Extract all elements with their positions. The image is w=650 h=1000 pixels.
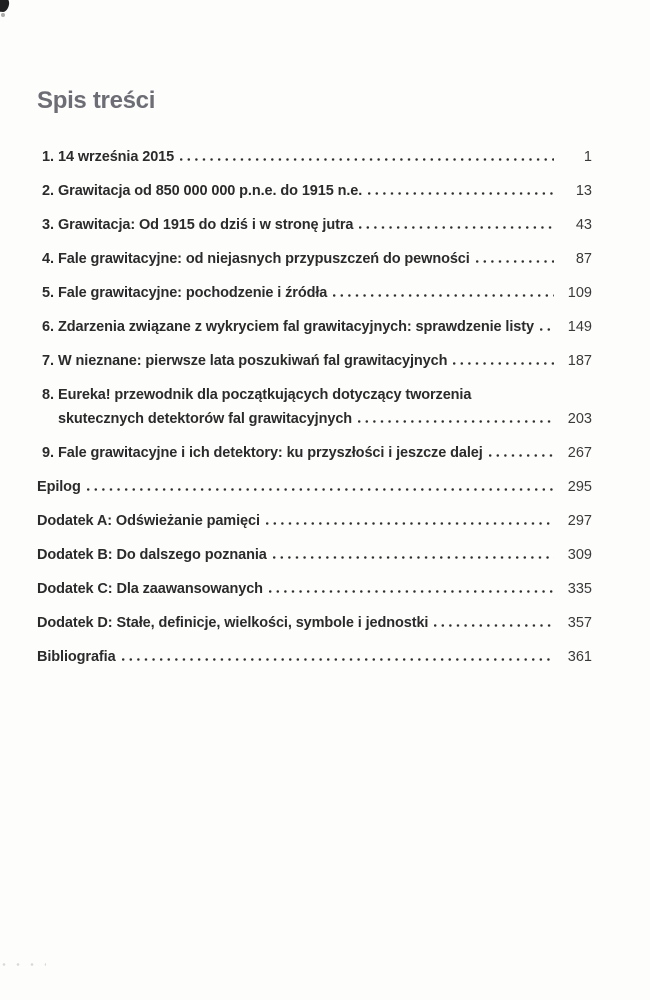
page-number: 43 bbox=[575, 216, 592, 233]
entry-title: Dodatek A: Odświeżanie pamięci bbox=[37, 512, 260, 529]
page-number: 149 bbox=[567, 318, 592, 335]
dot-leader bbox=[266, 522, 554, 525]
toc-entry bbox=[37, 613, 592, 633]
toc-entry-line bbox=[37, 477, 592, 497]
toc-entry bbox=[37, 181, 592, 201]
chapter-number: 1. bbox=[42, 148, 54, 165]
dot-leader bbox=[359, 226, 554, 229]
entry-title: 14 września 2015 bbox=[58, 148, 175, 165]
toc-entry-line bbox=[42, 385, 592, 405]
toc-entry-line bbox=[37, 613, 592, 633]
chapter-number: 8. bbox=[42, 386, 54, 403]
scan-smudge-top-left-dot bbox=[1, 13, 5, 17]
page-number: 335 bbox=[567, 580, 592, 597]
toc-list bbox=[37, 147, 592, 667]
toc-entry bbox=[37, 385, 592, 429]
toc-entry-line bbox=[37, 647, 592, 667]
page-number: 361 bbox=[567, 648, 592, 665]
page-number: 109 bbox=[567, 284, 592, 301]
toc-entry bbox=[37, 215, 592, 235]
entry-title: skutecznych detektorów fal grawitacyjnych bbox=[58, 410, 353, 427]
dot-leader bbox=[476, 260, 554, 263]
scan-speckles-bottom-left bbox=[2, 962, 46, 967]
chapter-number: 2. bbox=[42, 182, 54, 199]
page-number: 295 bbox=[567, 478, 592, 495]
toc-entry-line bbox=[42, 409, 592, 429]
toc-entry-line bbox=[42, 249, 592, 269]
entry-title: Grawitacja od 850 000 000 p.n.e. do 1915 n.e. bbox=[58, 182, 363, 199]
toc-entry bbox=[37, 579, 592, 599]
dot-leader bbox=[368, 192, 554, 195]
dot-leader bbox=[453, 362, 554, 365]
toc-entry bbox=[37, 511, 592, 531]
entry-title: Grawitacja: Od 1915 do dziś i w stronę jutra bbox=[58, 216, 354, 233]
entry-title: Fale grawitacyjne i ich detektory: ku przyszłości i jeszcze dalej bbox=[58, 444, 483, 461]
dot-leader bbox=[358, 420, 554, 423]
page-number: 87 bbox=[575, 250, 592, 267]
entry-title: Eureka! przewodnik dla początkujących dotyczący tworzenia bbox=[58, 386, 472, 403]
dot-leader bbox=[269, 590, 554, 593]
dot-leader bbox=[489, 454, 554, 457]
entry-title: Bibliografia bbox=[37, 648, 116, 665]
toc-entry-line bbox=[37, 511, 592, 531]
toc-entry bbox=[37, 443, 592, 463]
entry-title: Fale grawitacyjne: pochodzenie i źródła bbox=[58, 284, 328, 301]
chapter-number: 3. bbox=[42, 216, 54, 233]
toc-entry bbox=[37, 477, 592, 497]
toc-entry-line bbox=[42, 147, 592, 167]
toc-entry-line bbox=[42, 317, 592, 337]
page-number: 267 bbox=[567, 444, 592, 461]
chapter-number: 6. bbox=[42, 318, 54, 335]
toc-entry-line bbox=[42, 443, 592, 463]
dot-leader bbox=[540, 328, 554, 331]
toc-entry bbox=[37, 647, 592, 667]
toc-entry bbox=[37, 147, 592, 167]
page-number: 1 bbox=[583, 148, 592, 165]
dot-leader bbox=[434, 624, 554, 627]
toc-entry bbox=[37, 317, 592, 337]
toc-entry bbox=[37, 249, 592, 269]
toc-entry-line bbox=[42, 283, 592, 303]
chapter-number: 5. bbox=[42, 284, 54, 301]
scan-smudge-top-left bbox=[0, 0, 10, 13]
dot-leader bbox=[273, 556, 554, 559]
entry-title: W nieznane: pierwsze lata poszukiwań fal grawitacyjnych bbox=[58, 352, 448, 369]
page-number: 297 bbox=[567, 512, 592, 529]
entry-title: Zdarzenia związane z wykryciem fal grawitacyjnych: sprawdzenie listy bbox=[58, 318, 534, 335]
dot-leader bbox=[333, 294, 554, 297]
page-number: 13 bbox=[575, 182, 592, 199]
page-number: 309 bbox=[567, 546, 592, 563]
chapter-number: 9. bbox=[42, 444, 54, 461]
chapter-number: 7. bbox=[42, 352, 54, 369]
entry-title: Dodatek D: Stałe, definicje, wielkości, symbole i jednostki bbox=[37, 614, 429, 631]
toc-entry-line bbox=[37, 579, 592, 599]
entry-title: Fale grawitacyjne: od niejasnych przypuszczeń do pewności bbox=[58, 250, 470, 267]
toc-entry bbox=[37, 351, 592, 371]
chapter-number: 4. bbox=[42, 250, 54, 267]
entry-title: Dodatek C: Dla zaawansowanych bbox=[37, 580, 263, 597]
dot-leader bbox=[87, 488, 554, 491]
page-number: 357 bbox=[567, 614, 592, 631]
dot-leader bbox=[122, 658, 554, 661]
toc-entry-line bbox=[42, 351, 592, 371]
page-number: 187 bbox=[567, 352, 592, 369]
page-title: Spis treści bbox=[37, 87, 156, 114]
toc-entry bbox=[37, 545, 592, 565]
entry-title: Dodatek B: Do dalszego poznania bbox=[37, 546, 267, 563]
toc-entry-line bbox=[42, 181, 592, 201]
entry-title: Epilog bbox=[37, 478, 81, 495]
page-number: 203 bbox=[567, 410, 592, 427]
toc-entry bbox=[37, 283, 592, 303]
dot-leader bbox=[180, 158, 554, 161]
toc-entry-line bbox=[42, 215, 592, 235]
toc-entry-line bbox=[37, 545, 592, 565]
